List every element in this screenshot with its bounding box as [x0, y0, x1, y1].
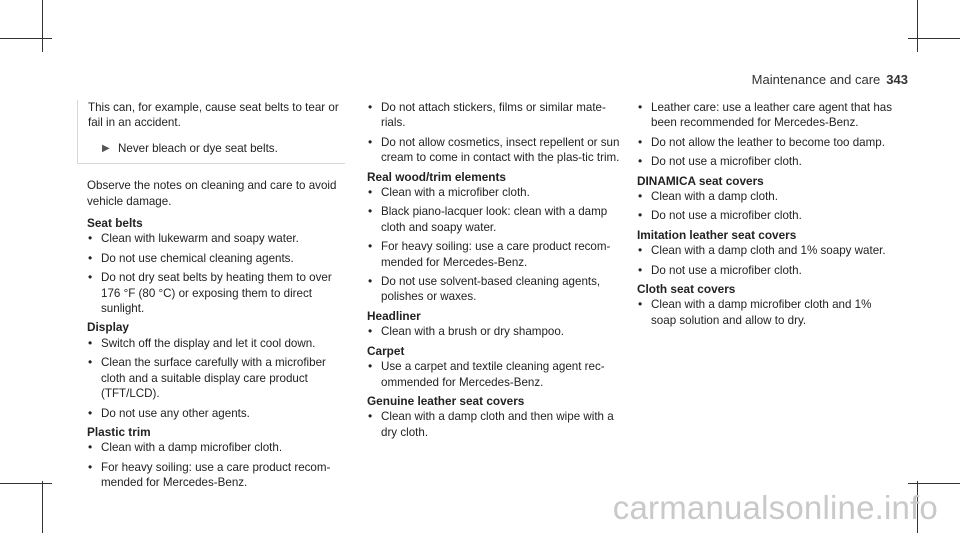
list-item: • Clean with a damp microfiber cloth and 1% soap solution and allow to dry.: [637, 297, 895, 328]
bullet-list: [637, 100, 895, 170]
list-item: • Do not allow cosmetics, insect repellent or sun cream to come in contact with the plas-tic trim.: [367, 135, 625, 166]
list-item: • Clean with a damp microfiber cloth.: [87, 440, 345, 455]
list-item: • Do not use any other agents.: [87, 406, 345, 421]
list-item: • Clean the surface carefully with a microfiber cloth and a suitable display care product (TFT/LCD).: [87, 355, 345, 401]
section-heading: Imitation leather seat covers: [637, 227, 797, 242]
list-item: • Do not use chemical cleaning agents.: [87, 251, 345, 266]
page-number: 343: [886, 72, 908, 87]
section-heading: Plastic trim: [87, 424, 151, 439]
column-3: [637, 100, 895, 332]
column-1: [87, 100, 345, 495]
bullet-list: [87, 440, 345, 490]
list-item: • Black piano-lacquer look: clean with a damp cloth and soapy water.: [367, 204, 625, 235]
bullet-list: [367, 185, 625, 305]
list-item: • Clean with a brush or dry shampoo.: [367, 324, 625, 339]
bullet-list: [637, 189, 895, 224]
crop-mark: [42, 481, 43, 533]
arrow-right-icon: ▶: [102, 142, 110, 154]
crop-mark: [0, 483, 52, 484]
page-header: [752, 72, 908, 87]
list-item: • Do not dry seat belts by heating them to over 176 °F (80 °C) or exposing them to direct sunlight.: [87, 270, 345, 316]
bullet-list: [87, 336, 345, 421]
crop-mark: [42, 0, 43, 52]
crop-mark: [908, 483, 960, 484]
section-heading: Real wood/trim elements: [367, 169, 506, 184]
section-heading: DINAMICA seat covers: [637, 173, 764, 188]
watermark[interactable]: carmanualsonline.info: [612, 489, 938, 526]
list-item: • Do not use a microfiber cloth.: [637, 263, 895, 278]
bullet-list: [367, 324, 625, 339]
list-item: • Do not use solvent-based cleaning agents, polishes or waxes.: [367, 274, 625, 305]
note-box: [77, 100, 345, 164]
crop-mark: [0, 38, 52, 39]
list-item: • Clean with a microfiber cloth.: [367, 185, 625, 200]
bullet-list: [367, 359, 625, 390]
paragraph: Observe the notes on cleaning and care to avoid vehicle damage.: [87, 179, 337, 208]
bullet-list: [367, 409, 625, 440]
section-heading: Genuine leather seat covers: [367, 393, 525, 408]
list-item: • Switch off the display and let it cool down.: [87, 336, 345, 351]
crop-mark: [917, 0, 918, 52]
list-item: • Do not use a microfiber cloth.: [637, 154, 895, 169]
list-item: • For heavy soiling: use a care product recom-mended for Mercedes-Benz.: [87, 460, 345, 491]
list-item: • Clean with a damp cloth.: [637, 189, 895, 204]
list-item: • For heavy soiling: use a care product recom-mended for Mercedes-Benz.: [367, 239, 625, 270]
bullet-list: [637, 297, 895, 328]
list-item: • Do not attach stickers, films or similar mate-rials.: [367, 100, 625, 131]
section-heading: Headliner: [367, 308, 421, 323]
list-item: • Leather care: use a leather care agent that has been recommended for Mercedes-Benz.: [637, 100, 895, 131]
note-text: This can, for example, cause seat belts to tear or fail in an accident.: [88, 101, 339, 130]
section-title: Maintenance and care: [751, 72, 881, 87]
section-heading: Display: [87, 320, 129, 335]
crop-mark: [908, 38, 960, 39]
list-item: • Clean with a damp cloth and 1% soapy water.: [637, 243, 895, 258]
list-item: • Do not use a microfiber cloth.: [637, 208, 895, 223]
bullet-list: [637, 243, 895, 278]
section-heading: Seat belts: [87, 216, 143, 231]
section-heading: Cloth seat covers: [637, 282, 736, 297]
note-warning-text: Never bleach or dye seat belts.: [118, 141, 278, 155]
column-2: [367, 100, 625, 444]
list-item: • Do not allow the leather to become too damp.: [637, 135, 895, 150]
section-heading: Carpet: [367, 343, 405, 358]
bullet-list: [87, 231, 345, 316]
bullet-list: [367, 100, 625, 166]
list-item: • Clean with lukewarm and soapy water.: [87, 231, 345, 246]
list-item: • Use a carpet and textile cleaning agent rec-ommended for Mercedes-Benz.: [367, 359, 625, 390]
list-item: • Clean with a damp cloth and then wipe with a dry cloth.: [367, 409, 625, 440]
note-warning: [88, 141, 339, 156]
